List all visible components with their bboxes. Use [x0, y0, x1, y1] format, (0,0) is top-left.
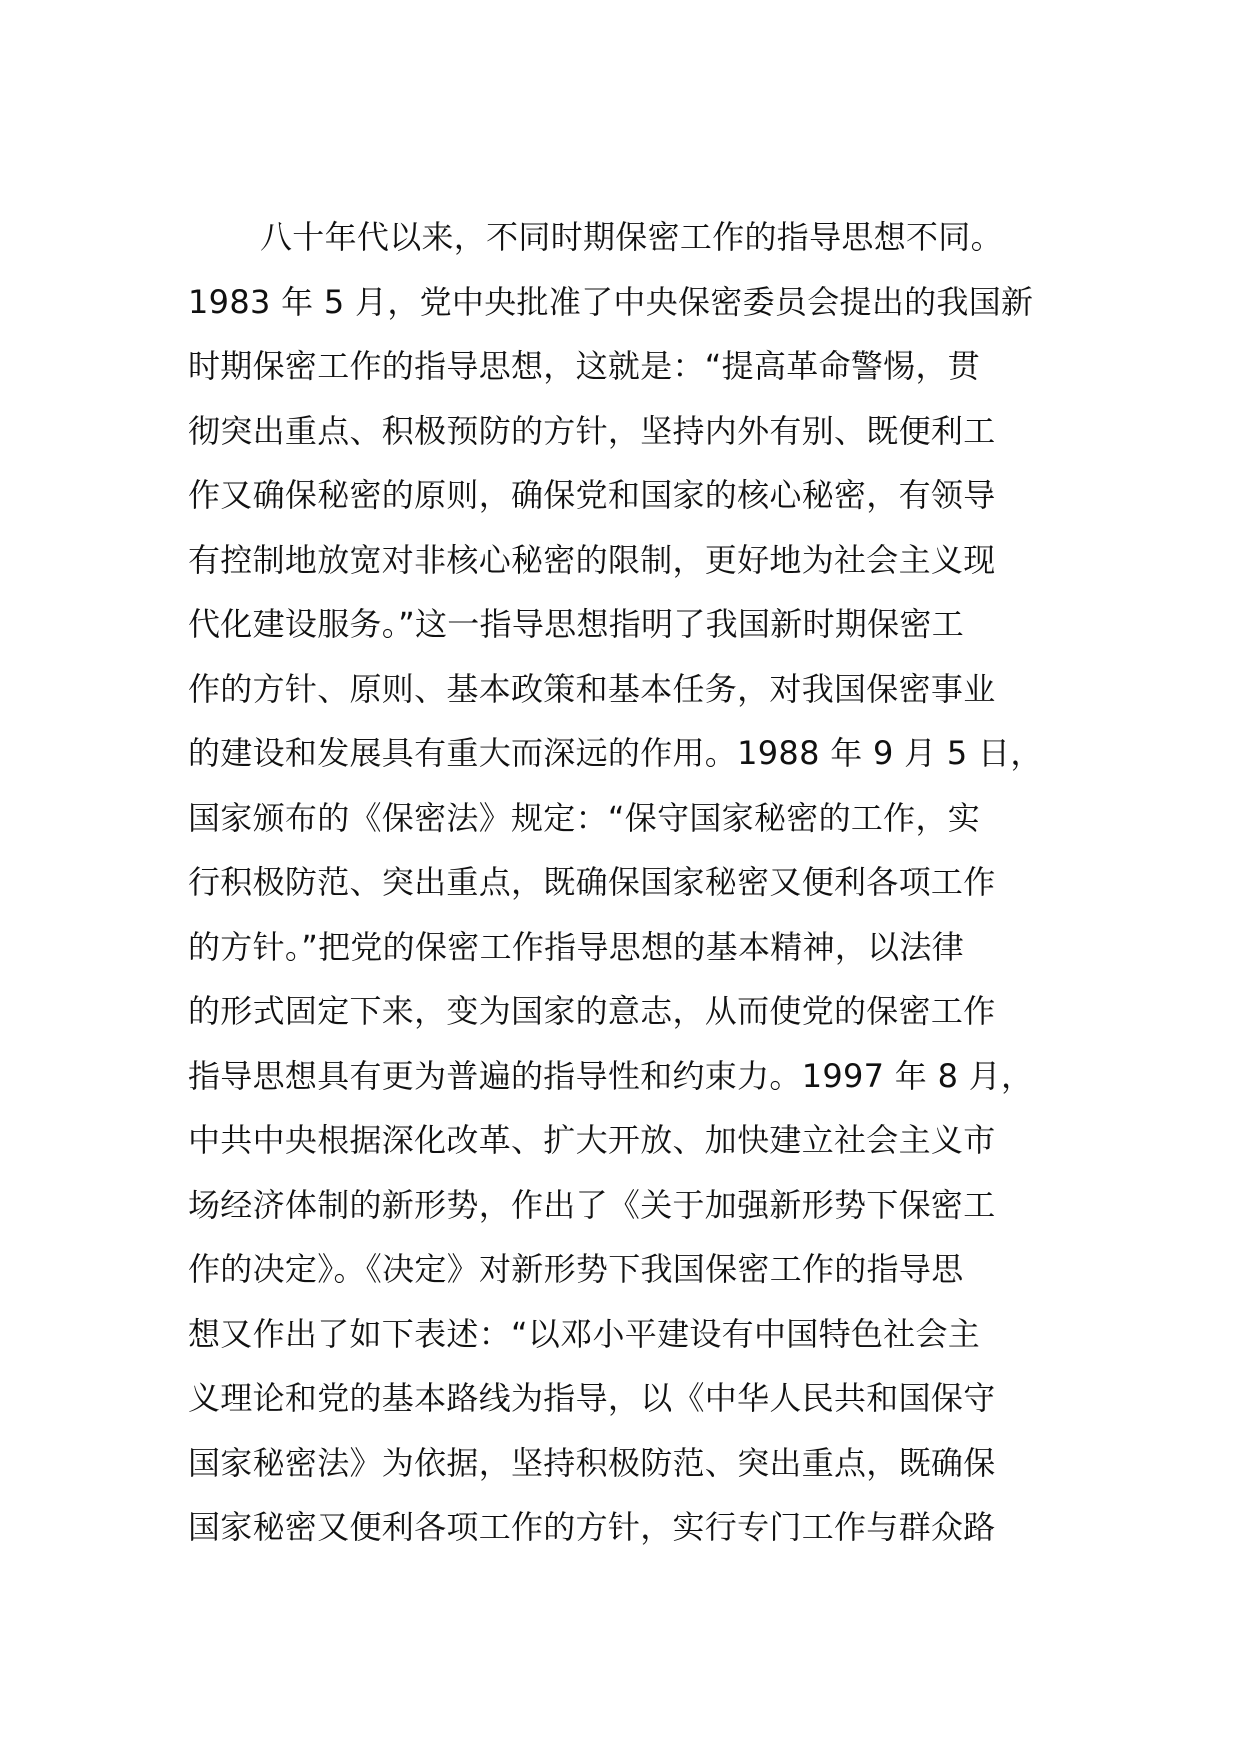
paragraph-line: 行积极防范、突出重点，既确保国家秘密又便利各项工作: [188, 863, 996, 901]
paragraph-line: 八十年代以来，不同时期保密工作的指导思想不同。: [260, 218, 1003, 256]
paragraph-line: 彻突出重点、积极预防的方针，坚持内外有别、既便利工: [188, 411, 996, 450]
paragraph-line: 义理论和党的基本路线为指导，以《中华人民共和国保守: [188, 1379, 996, 1417]
paragraph-line: 国家秘密又便利各项工作的方针，实行专门工作与群众路: [188, 1508, 996, 1546]
paragraph-line: 作又确保秘密的原则，确保党和国家的核心秘密，有领导: [188, 476, 996, 514]
paragraph-line: 时期保密工作的指导思想，这就是：“提高革命警惕，贯: [188, 347, 981, 385]
paragraph-line: 指导思想具有更为普遍的指导性和约束力。1997 年 8 月，: [188, 1056, 1034, 1095]
paragraph-line: 的形式固定下来，变为国家的意志，从而使党的保密工作: [188, 992, 996, 1030]
paragraph-line: 想又作出了如下表述：“以邓小平建设有中国特色社会主: [188, 1314, 981, 1353]
paragraph-line: 作的方针、原则、基本政策和基本任务，对我国保密事业: [188, 669, 996, 708]
paragraph-line: 代化建设服务。”这一指导思想指明了我国新时期保密工: [188, 605, 965, 643]
paragraph-line: 场经济体制的新形势，作出了《关于加强新形势下保密工: [188, 1185, 996, 1224]
paragraph-line: 中共中央根据深化改革、扩大开放、加快建立社会主义市: [188, 1121, 996, 1159]
paragraph-line: 的方针。”把党的保密工作指导思想的基本精神，以法律: [188, 927, 965, 966]
paragraph-line: 作的决定》。《决定》对新形势下我国保密工作的指导思: [188, 1250, 964, 1288]
body-paragraph: [188, 205, 1058, 1560]
paragraph-line: 有控制地放宽对非核心秘密的限制，更好地为社会主义现: [188, 540, 996, 579]
paragraph-line: 1983 年 5 月，党中央批准了中央保密委员会提出的我国新: [188, 282, 1034, 321]
paragraph-line: 的建设和发展具有重大而深远的作用。1988 年 9 月 5 日，: [188, 734, 1043, 772]
paragraph-line: 国家秘密法》为依据，坚持积极防范、突出重点，既确保: [188, 1443, 996, 1482]
paragraph-line: 国家颁布的《保密法》规定：“保守国家秘密的工作，实: [188, 798, 981, 837]
